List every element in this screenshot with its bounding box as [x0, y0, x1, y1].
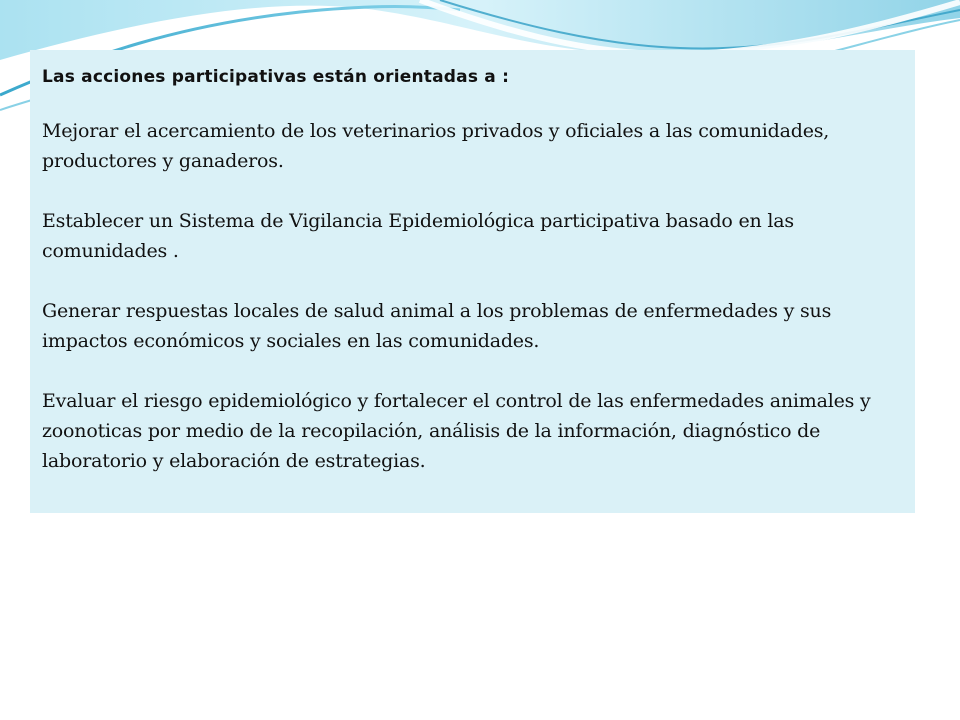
paragraph-generar: Generar respuestas locales de salud animal a los problemas de enfermedades y sus impactos económicos y sociales en las comunidades. — [42, 300, 832, 352]
content-box — [30, 50, 915, 513]
paragraph-establecer: Establecer un Sistema de Vigilancia Epidemiológica participativa basado en las comunidades . — [42, 210, 794, 262]
slide-heading: Las acciones participativas están orientadas a : — [42, 67, 510, 87]
paragraph-evaluar: Evaluar el riesgo epidemiológico y fortalecer el control de las enfermedades animales y zoonoticas por medio de la recopilación, análisis de la información, diagnóstico de laboratorio y elaboración de estrategias. — [42, 390, 871, 472]
paragraph-mejorar: Mejorar el acercamiento de los veterinarios privados y oficiales a las comunidades, productores y ganaderos. — [42, 120, 830, 172]
